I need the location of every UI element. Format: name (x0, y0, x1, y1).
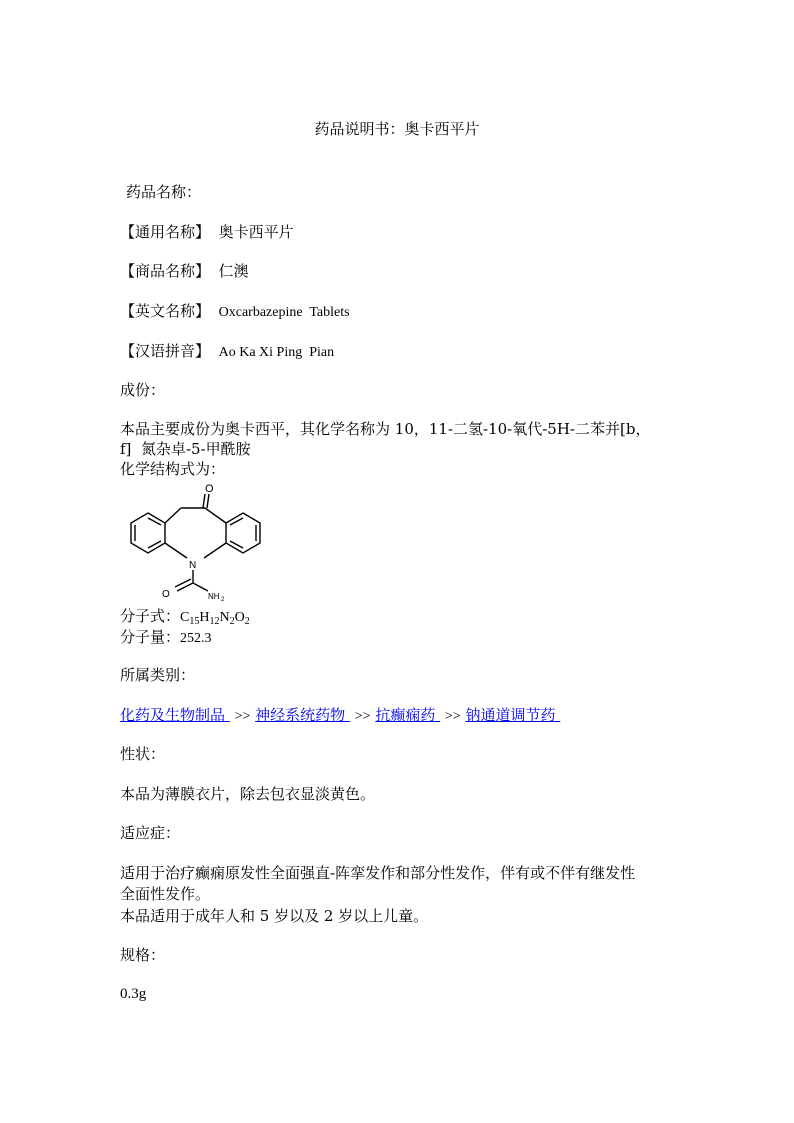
composition-text-line2: f] 氮杂卓-5-甲酰胺 (120, 440, 251, 458)
structure-nitrogen: N (189, 560, 197, 571)
pinyin-row (120, 340, 334, 361)
english-name-label: 【英文名称】 (120, 302, 211, 320)
structure-amine-sub: 2 (221, 597, 225, 603)
trade-name-label: 【商品名称】 (120, 262, 211, 280)
molecular-formula: $C_{15}H_{12}N_2O_2$ (180, 610, 250, 627)
weight-value: 252.3 (180, 631, 212, 646)
structure-oxygen-top: O (205, 483, 214, 495)
generic-name-value: 奥卡西平片 (218, 223, 294, 241)
indications-text-line1: 适用于治疗癫痫原发性全面强直-阵挛发作和部分性发作，伴有或不伴有继发性 (120, 864, 636, 882)
indications-text-line3: 本品适用于成年人和 5 岁以及 2 岁以上儿童。 (120, 907, 429, 925)
structure-label: 化学结构式为： (120, 460, 226, 478)
weight-label: 分子量： (120, 628, 181, 646)
english-name-value: Oxcarbazepine Tablets (218, 305, 350, 320)
properties-text: 本品为薄膜衣片，除去包衣显淡黄色。 (120, 785, 376, 803)
composition-heading: 成份： (120, 381, 166, 399)
category-breadcrumb (120, 704, 560, 725)
trade-name-row (120, 260, 249, 281)
category-heading: 所属类别： (120, 666, 196, 684)
structure-oxygen-amide: O (162, 589, 170, 600)
pinyin-label: 【汉语拼音】 (120, 342, 211, 360)
structure-amine: NH (208, 592, 220, 601)
breadcrumb-separator: >> (234, 709, 251, 724)
category-link-sodium-channel[interactable]: 钠通道调节药 (465, 706, 556, 724)
generic-name-label: 【通用名称】 (120, 223, 211, 241)
pinyin-value: Ao Ka Xi Ping Pian (218, 345, 335, 360)
formula-label: 分子式： (120, 607, 181, 625)
category-link-nervous-system[interactable]: 神经系统药物 (255, 706, 346, 724)
category-link-chem-bio[interactable]: 化药及生物制品 (120, 706, 226, 724)
page-title: 药品说明书：奥卡西平片 (314, 120, 480, 138)
category-link-antiepileptic[interactable]: 抗癫痫药 (375, 706, 436, 724)
formula-row (120, 605, 250, 626)
composition-text-line1: 本品主要成份为奥卡西平，其化学名称为 10，11-二氢-10-氧代-5H-二苯并[b， (120, 420, 651, 438)
breadcrumb-separator: >> (354, 709, 371, 724)
generic-name-row (120, 221, 294, 242)
trade-name-value: 仁澳 (218, 262, 249, 280)
indications-text-line2: 全面性发作。 (120, 885, 211, 903)
indications-heading: 适应症： (120, 824, 181, 842)
oxcarbazepine-structure-diagram (115, 478, 270, 603)
properties-heading: 性状： (120, 745, 166, 763)
english-name-row (120, 300, 350, 321)
drug-name-heading: 药品名称： (126, 183, 202, 201)
specification-value: 0.3g (120, 986, 147, 1002)
weight-row (120, 626, 212, 647)
specification-heading: 规格： (120, 946, 166, 964)
breadcrumb-separator: >> (444, 709, 461, 724)
